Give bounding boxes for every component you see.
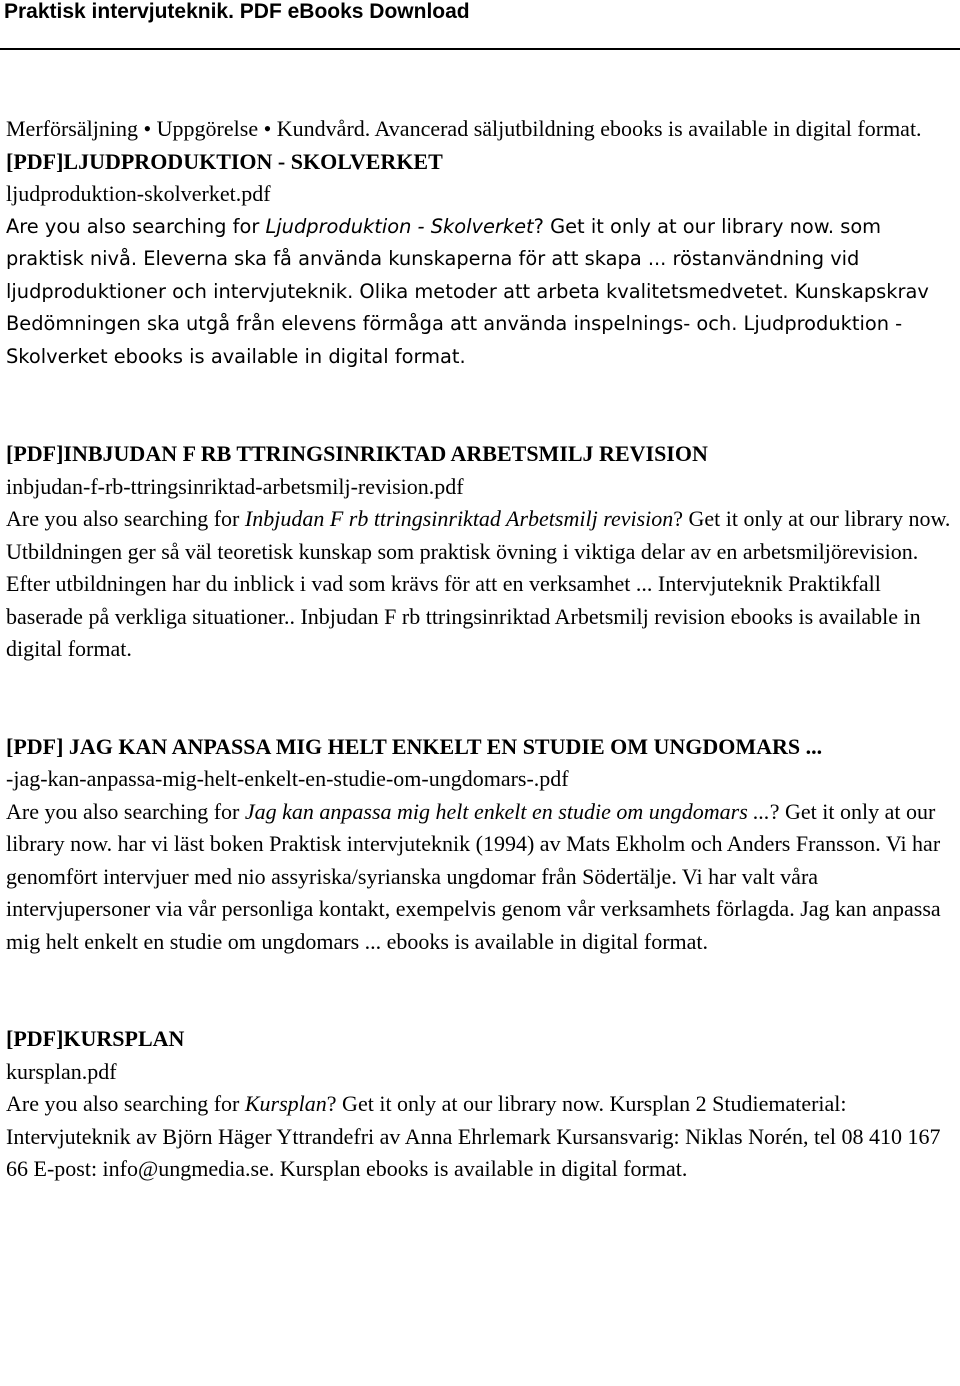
result-filename: ljudproduktion-skolverket.pdf bbox=[6, 181, 271, 206]
result-title[interactable]: [PDF]INBJUDAN F RB TTRINGSINRIKTAD ARBETSMILJ REVISION bbox=[6, 441, 708, 466]
result-snippet: Utbildningen ger så väl teoretisk kunskap som praktisk övning i viktiga delar av en arbetsmiljörevision. Efter utbildningen har du inblick i vad som krävs för att en verksamhet ... Intervjuteknik Praktikfall baserade på verkliga situationer.. Inbjudan F rb ttringsinriktad Arbetsmilj revision ebooks is available in digital format. bbox=[6, 538, 921, 661]
result-title[interactable]: [PDF]LJUDPRODUKTION - SKOLVERKET bbox=[6, 148, 443, 174]
result-filename: kursplan.pdf bbox=[6, 1058, 117, 1084]
result-snippet: har vi läst boken Praktisk intervjuteknik (1994) av Mats Ekholm och Anders Fransson. Vi har genomfört intervjuer med nio assyriska/syrianska ungdomar från Södertälje. Vi har valt våra intervjupersoner via vår personliga kontakt, exempelvis genom vår verksamhets förlagda. Jag kan anpassa mig helt enkelt en studie om ungdomars ... ebooks is available in digital format. bbox=[6, 831, 941, 954]
result-title[interactable]: [PDF]KURSPLAN bbox=[6, 1026, 185, 1051]
result-filename: inbjudan-f-rb-ttringsinriktad-arbetsmilj-revision.pdf bbox=[6, 473, 464, 499]
result-description bbox=[6, 211, 956, 374]
search-suffix: ? Get it only at our library now. bbox=[326, 1091, 604, 1116]
result-title[interactable]: [PDF] JAG KAN ANPASSA MIG HELT ENKELT EN STUDIE OM UNGDOMARS ... bbox=[6, 733, 823, 759]
document-body bbox=[6, 113, 956, 1186]
search-term: Jag kan anpassa mig helt enkelt en studie om ungdomars ... bbox=[244, 798, 770, 824]
search-suffix: ? Get it only at our library now. bbox=[6, 798, 936, 856]
result-snippet: som praktisk nivå. Eleverna ska få använda kunskaperna för att skapa ... röstanvändning vid ljudproduktioner och intervjuteknik. Olika metoder att arbeta kvalitetsmedvetet. Kunskapskrav Bedömningen ska utgå från elevens förmåga att använda inspelnings- och. Ljudproduktion - Skolverket ebooks is available in digital format. bbox=[6, 214, 929, 368]
header-divider bbox=[0, 48, 960, 50]
result-description bbox=[6, 796, 956, 959]
search-prefix: Are you also searching for bbox=[6, 1091, 245, 1116]
result-jag-kan-anpassa bbox=[6, 731, 956, 959]
search-term: Ljudproduktion - Skolverket bbox=[265, 214, 534, 238]
search-suffix: ? Get it only at our library now. bbox=[533, 214, 835, 238]
search-prefix: Are you also searching for bbox=[6, 798, 245, 824]
search-prefix: Are you also searching for bbox=[6, 506, 245, 531]
page-title: Praktisk intervjuteknik. PDF eBooks Download bbox=[4, 0, 470, 23]
result-description bbox=[6, 1088, 956, 1186]
result-inbjudan bbox=[6, 438, 956, 666]
search-term: Inbjudan F rb ttringsinriktad Arbetsmilj revision bbox=[244, 506, 674, 531]
result-kursplan bbox=[6, 1023, 956, 1186]
result-description bbox=[6, 503, 956, 666]
search-term: Kursplan bbox=[244, 1091, 327, 1116]
search-suffix: ? Get it only at our library now. bbox=[673, 506, 951, 531]
result-ljudproduktion bbox=[6, 146, 956, 374]
result-snippet: Kursplan 2 Studiematerial: Intervjuteknik av Björn Häger Yttrandefri av Anna Ehrlemark Kursansvarig: Niklas Norén, tel 08 410 167 66 E-post: info@ungmedia.se. Kursplan ebooks is available in digital format. bbox=[6, 1091, 941, 1181]
page-header bbox=[0, 0, 960, 52]
intro-paragraph: Merförsäljning • Uppgörelse • Kundvård. Avancerad säljutbildning ebooks is available in digital format. bbox=[6, 116, 922, 141]
search-prefix: Are you also searching for bbox=[6, 214, 266, 238]
result-filename: -jag-kan-anpassa-mig-helt-enkelt-en-studie-om-ungdomars-.pdf bbox=[6, 766, 569, 791]
